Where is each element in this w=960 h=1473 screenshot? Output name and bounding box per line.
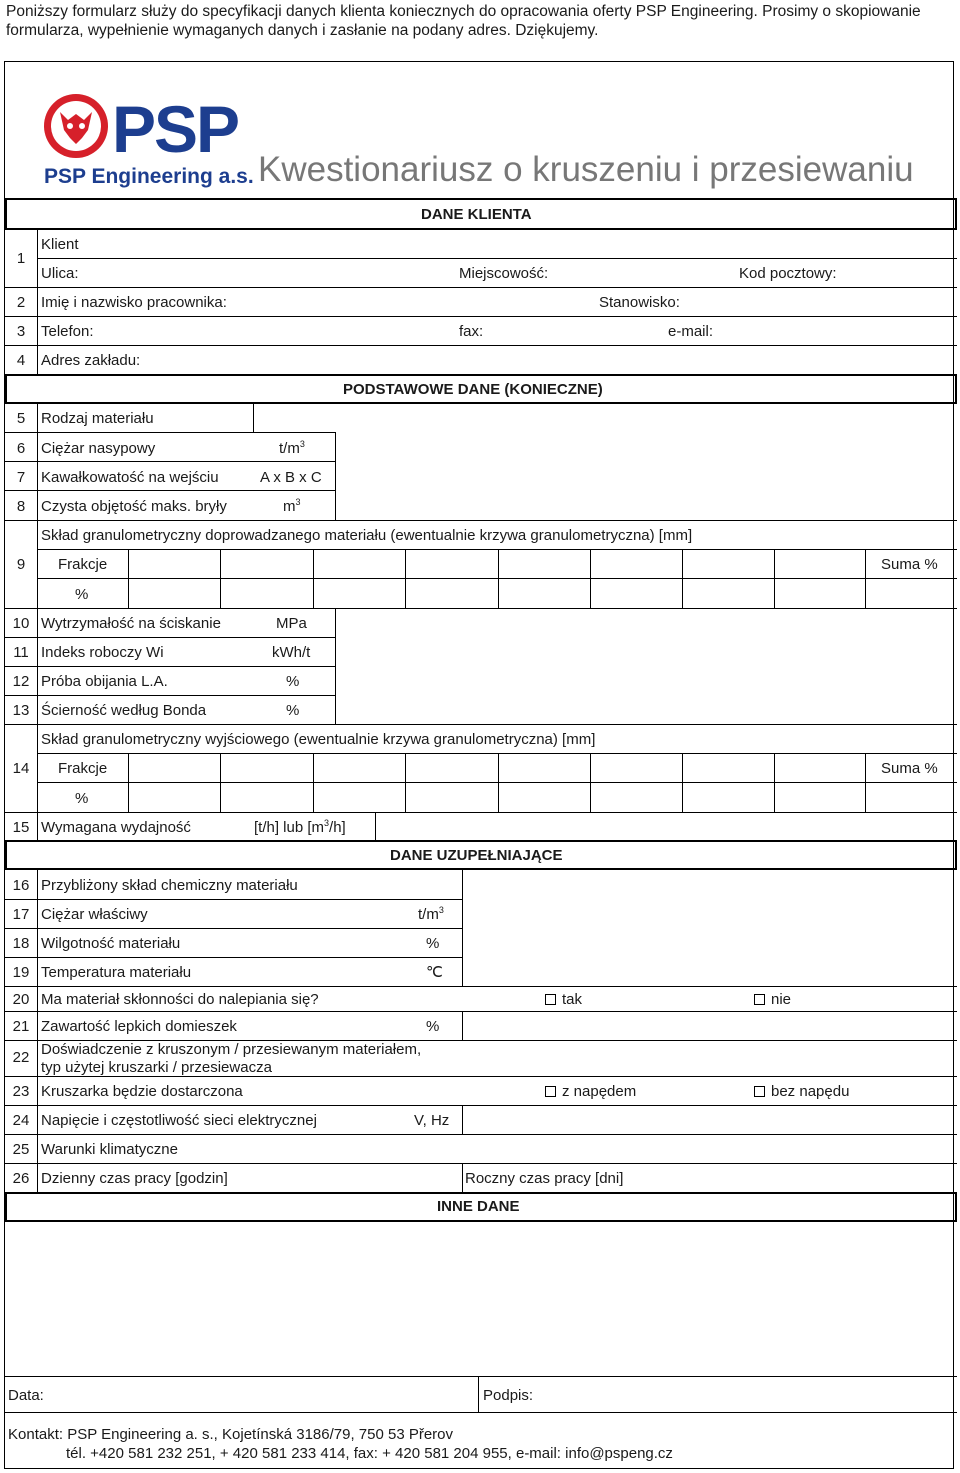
divider xyxy=(5,1412,957,1413)
row-number: 16 xyxy=(12,877,30,894)
label-suma: Suma % xyxy=(881,760,938,777)
divider xyxy=(5,1376,957,1377)
label-napiecie: Napięcie i częstotliwość sieci elektrycznej xyxy=(41,1112,317,1129)
label-kawal: Kawałkowatość na wejściu xyxy=(41,469,219,486)
grid-line xyxy=(865,753,866,812)
divider xyxy=(5,432,335,433)
label-data: Data: xyxy=(8,1387,44,1404)
row-number: 25 xyxy=(12,1141,30,1158)
label-pct: % xyxy=(75,586,89,603)
number-column-line xyxy=(37,404,38,520)
divider xyxy=(5,461,335,462)
grid-line xyxy=(774,549,775,608)
divider xyxy=(5,957,462,958)
grid-line xyxy=(498,549,499,608)
row-number: 11 xyxy=(13,644,29,661)
row-number: 4 xyxy=(16,352,26,369)
unit-wydaj: [t/h] lub $[m^3/h]$ xyxy=(254,818,346,836)
divider xyxy=(37,782,957,783)
divider xyxy=(5,520,957,521)
grid-line xyxy=(405,753,406,812)
option-nie[interactable]: nie xyxy=(754,992,791,1007)
section-basic-title: PODSTAWOWE DANE (KONIECZNE) xyxy=(343,381,603,398)
label-fax: fax: xyxy=(459,323,484,340)
divider xyxy=(5,1076,957,1077)
divider xyxy=(5,490,335,491)
label-krusz: Kruszarka będzie dostarczona xyxy=(41,1083,243,1100)
divider xyxy=(37,578,957,579)
row-number: 15 xyxy=(12,819,30,836)
row-number: 18 xyxy=(12,935,30,952)
label-wytrz: Wytrzymałość na ściskanie xyxy=(41,615,221,632)
label-wilg: Wilgotność materiału xyxy=(41,935,181,952)
divider xyxy=(5,316,957,317)
grid-line xyxy=(128,549,129,608)
label-lepk: Ma materiał skłonności do nalepiania się? xyxy=(41,991,319,1008)
number-column-line xyxy=(37,724,38,812)
grid-line xyxy=(313,549,314,608)
label-scier: Ścierność według Bonda xyxy=(41,702,207,719)
row-number: 12 xyxy=(12,673,30,690)
divider xyxy=(462,870,463,986)
row-number: 1 xyxy=(16,250,26,267)
unit-czysta: $m^3$ xyxy=(283,497,301,515)
label-roczny: Roczny czas pracy [dni] xyxy=(465,1170,624,1187)
label-sklad-wy: Skład granulometryczny wyjściowego (ewentualnie krzywa granulometryczna) [mm] xyxy=(41,731,596,748)
divider xyxy=(375,812,376,840)
row-number: 7 xyxy=(16,469,26,486)
label-wydaj: Wymagana wydajność xyxy=(41,819,191,836)
row-number: 26 xyxy=(12,1170,30,1187)
label-indeks: Indeks roboczy Wi xyxy=(41,644,164,661)
row-number: 23 xyxy=(12,1083,30,1100)
label-miejscowosc: Miejscowość: xyxy=(459,265,549,282)
row-number: 20 xyxy=(12,991,30,1008)
unit-wytrz: MPa xyxy=(276,615,307,632)
row-number: 6 xyxy=(16,440,26,457)
label-chem: Przybliżony skład chemiczny materiału xyxy=(41,877,298,894)
divider xyxy=(5,695,335,696)
label-temp: Temperatura materiału xyxy=(41,964,192,981)
divider xyxy=(253,404,254,432)
divider xyxy=(5,899,462,900)
row-number: 3 xyxy=(16,323,26,340)
label-kod: Kod pocztowy: xyxy=(739,265,837,282)
page-title: Kwestionariusz o kruszeniu i przesiewaniu xyxy=(258,150,914,189)
number-column-line xyxy=(37,230,38,375)
contact-phones: tél. +420 581 232 251, + 420 581 233 414, fax: + 420 581 204 955, e-mail: info@pspeng.cz xyxy=(66,1445,673,1462)
label-email: e-mail: xyxy=(668,323,714,340)
label-klimat: Warunki klimatyczne xyxy=(41,1141,178,1158)
logo-company-name: PSP Engineering a.s. xyxy=(44,165,254,188)
label-stanowisko: Stanowisko: xyxy=(599,294,680,311)
divider xyxy=(5,608,957,609)
row-number: 13 xyxy=(12,702,30,719)
section-client-title: DANE KLIENTA xyxy=(421,206,532,223)
label-adres: Adres zakładu: xyxy=(41,352,141,369)
label-frakcje: Frakcje xyxy=(58,760,108,777)
row-number: 21 xyxy=(12,1018,30,1035)
divider xyxy=(5,928,462,929)
label-imie: Imię i nazwisko pracownika: xyxy=(41,294,227,311)
option-bez-napedu[interactable]: bez napędu xyxy=(754,1084,849,1099)
label-frakcje: Frakcje xyxy=(58,556,108,573)
label-zaw: Zawartość lepkich domieszek xyxy=(41,1018,237,1035)
label-czysta: Czysta objętość maks. bryły xyxy=(41,498,227,515)
number-column-line xyxy=(37,870,38,1192)
row-number: 5 xyxy=(16,410,26,427)
grid-line xyxy=(865,549,866,608)
label-rodzaj: Rodzaj materiału xyxy=(41,410,154,427)
unit-temp: ℃ xyxy=(426,964,443,981)
row-number: 9 xyxy=(16,556,26,573)
row-number: 24 xyxy=(12,1112,30,1129)
row-number: 14 xyxy=(12,760,30,777)
row-number: 17 xyxy=(12,906,30,923)
divider xyxy=(5,666,335,667)
divider xyxy=(5,345,957,346)
divider xyxy=(5,812,957,813)
row-number: 22 xyxy=(12,1049,30,1066)
label-klient: Klient xyxy=(41,236,79,253)
checkbox-bez-napedu[interactable] xyxy=(754,1086,765,1097)
label-sklad-we: Skład granulometryczny doprowadzanego materiału (ewentualnie krzywa granulometryczna) [mm] xyxy=(41,527,693,544)
label-ciezar: Ciężar nasypowy xyxy=(41,440,156,457)
divider xyxy=(5,986,957,987)
divider xyxy=(5,637,335,638)
divider xyxy=(37,549,957,550)
divider xyxy=(5,1163,957,1164)
intro-text: Poniższy formularz służy do specyfikacji danych klienta koniecznych do opracowania oferty PSP Engineering. Prosimy o skopiowanie formularza, wypełnienie wymaganych danych i zasłanie na podany adres. Dziękujemy. xyxy=(6,3,921,39)
grid-line xyxy=(682,753,683,812)
label-wlasc: Ciężar właściwy xyxy=(41,906,148,923)
grid-line xyxy=(220,549,221,608)
divider xyxy=(5,1011,957,1012)
label-suma: Suma % xyxy=(881,556,938,573)
row-number: 10 xyxy=(12,615,30,632)
label-dosw-2: typ użytej kruszarki / przesiewacza xyxy=(41,1059,272,1076)
grid-line xyxy=(774,753,775,812)
number-column-line xyxy=(37,812,38,840)
label-dzienny: Dzienny czas pracy [godzin] xyxy=(41,1170,228,1187)
divider xyxy=(462,1105,463,1134)
label-podpis: Podpis: xyxy=(483,1387,534,1404)
row-number: 19 xyxy=(12,964,30,981)
label-ulica: Ulica: xyxy=(41,265,79,282)
unit-indeks: kWh/t xyxy=(272,644,311,661)
divider xyxy=(462,1163,463,1192)
svg-text:PSP: PSP xyxy=(112,92,239,166)
divider xyxy=(5,287,957,288)
divider xyxy=(37,258,957,259)
grid-line xyxy=(590,549,591,608)
divider xyxy=(335,432,336,520)
row-number: 8 xyxy=(16,498,26,515)
divider xyxy=(335,608,336,724)
checkbox-z-napedem[interactable] xyxy=(545,1086,556,1097)
unit-scier: % xyxy=(286,702,300,719)
checkbox-nie[interactable] xyxy=(754,994,765,1005)
divider xyxy=(37,753,957,754)
section-other-title: INNE DANE xyxy=(437,1198,520,1215)
grid-line xyxy=(128,753,129,812)
grid-line xyxy=(682,549,683,608)
divider xyxy=(462,1011,463,1040)
divider xyxy=(5,724,957,725)
unit-zaw: % xyxy=(426,1018,440,1035)
divider xyxy=(5,1105,957,1106)
grid-line xyxy=(405,549,406,608)
unit-ciezar: $t/m^3$ xyxy=(279,439,305,457)
checkbox-tak[interactable] xyxy=(545,994,556,1005)
contact-address: Kontakt: PSP Engineering a. s., Kojetínská 3186/79, 750 53 Přerov xyxy=(8,1426,454,1443)
unit-wilg: % xyxy=(426,935,440,952)
label-telefon: Telefon: xyxy=(41,323,94,340)
row-number: 2 xyxy=(16,294,26,311)
grid-line xyxy=(220,753,221,812)
unit-wlasc: $t/m^3$ xyxy=(418,905,444,923)
label-proba: Próba obijania L.A. xyxy=(41,673,168,690)
label-dosw-1: Doświadczenie z kruszonym / przesiewanym materiałem, xyxy=(41,1041,422,1058)
divider xyxy=(5,1134,957,1135)
grid-line xyxy=(313,753,314,812)
grid-line xyxy=(498,753,499,812)
unit-proba: % xyxy=(286,673,300,690)
unit-kawal: A x B x C xyxy=(260,469,322,486)
label-pct: % xyxy=(75,790,89,807)
number-column-line xyxy=(37,520,38,608)
unit-napiecie: V, Hz xyxy=(414,1112,450,1129)
section-extra-title: DANE UZUPEŁNIAJĄCE xyxy=(390,847,563,864)
option-tak[interactable]: tak xyxy=(545,992,582,1007)
option-z-napedem[interactable]: z napędem xyxy=(545,1084,636,1099)
grid-line xyxy=(590,753,591,812)
divider xyxy=(478,1376,479,1412)
